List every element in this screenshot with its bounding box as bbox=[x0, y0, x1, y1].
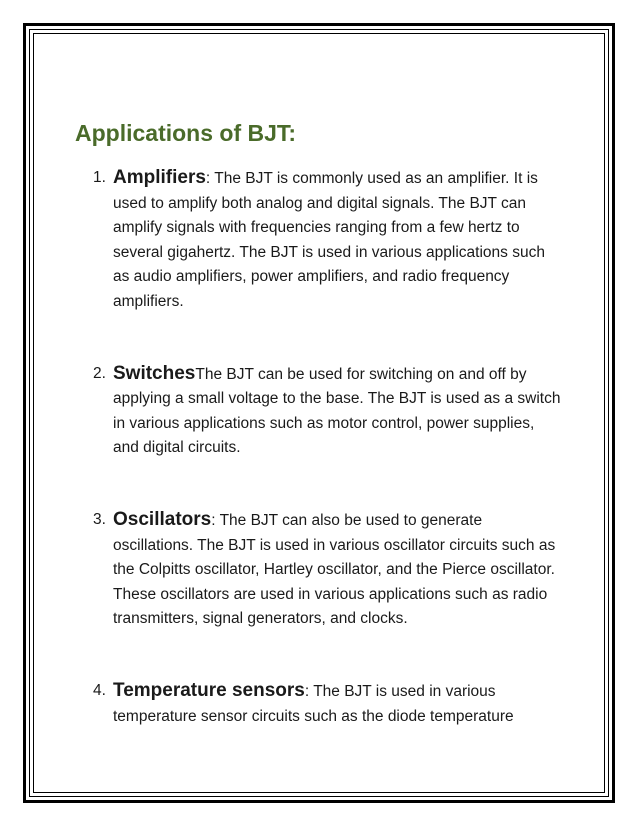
list-item-number: 1. bbox=[93, 169, 106, 186]
list-item-oscillators bbox=[93, 508, 563, 632]
list-item-number: 3. bbox=[93, 510, 106, 528]
list-item-body: The BJT is commonly used as an amplifier. It is used to amplify both analog and digital signals. The BJT can amplify signals with frequencies ranging from a few hertz to several gigahertz. The BJT is used in various applications such as audio amplifiers, power amplifiers, and radio frequency amplifiers. bbox=[113, 170, 545, 310]
section-heading: Applications of BJT: bbox=[75, 120, 297, 146]
list-item-body: The BJT can be used for switching on and off by applying a small voltage to the base. The BJT is used as a switch in various applications such as motor control, power supplies, and digital circuits. bbox=[113, 365, 561, 457]
list-item-separator: : bbox=[304, 682, 314, 700]
list-item-title: Temperature sensors bbox=[113, 679, 305, 701]
list-item-switches bbox=[93, 362, 563, 461]
list-item-title: Oscillators bbox=[113, 508, 212, 530]
list-item-separator: : bbox=[211, 511, 220, 529]
list-item-body: The BJT can also be used to generate oscillations. The BJT is used in various oscillator circuits such as the Colpitts oscillator, Hartley oscillator, and the Pierce oscillator. These oscillators are used in various applications such as radio transmitters, signal generators, and clocks. bbox=[113, 511, 556, 628]
applications-list bbox=[93, 166, 563, 729]
list-item-number: 2. bbox=[93, 364, 106, 382]
list-item-number: 4. bbox=[93, 681, 106, 699]
list-item-body: The BJT is used in various temperature sensor circuits such as the diode temperature bbox=[113, 682, 514, 725]
list-item-title: Switches bbox=[113, 362, 196, 384]
list-item-temperature-sensors bbox=[93, 679, 563, 729]
list-item-title: Amplifiers bbox=[113, 167, 206, 188]
list-item-amplifiers bbox=[93, 166, 563, 315]
list-item-separator: : bbox=[205, 170, 215, 187]
